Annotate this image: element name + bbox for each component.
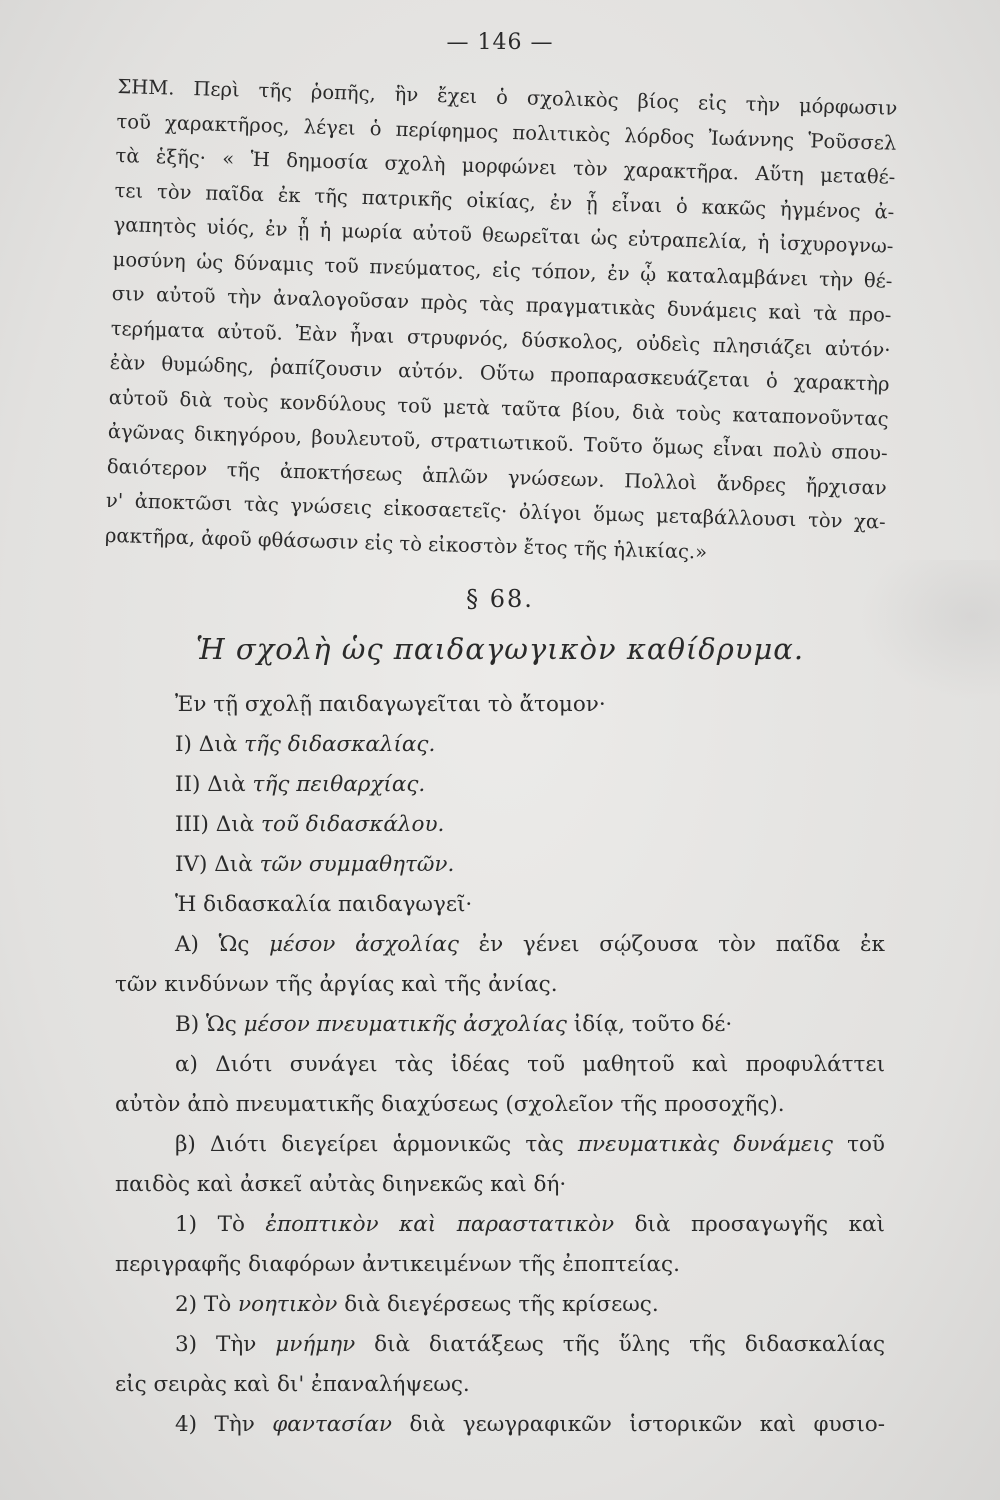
- means-item: [115, 805, 885, 845]
- intro-line: Ἐν τῇ σχολῇ παιδαγωγεῖται τὸ ἄτομον·: [175, 692, 606, 717]
- means-text: τοῦ διδασκάλου.: [261, 812, 445, 837]
- note-line: σιν αὐτοῦ τὴν ἀναλογοῦσαν πρὸς τὰς πραγματικὰς δυνάμεις καὶ τὰ προ-: [111, 281, 892, 327]
- item-2-line: [115, 1285, 885, 1325]
- means-number: II): [175, 772, 201, 797]
- point-b-emphasis: μέσον πνευματικῆς ἀσχολίας: [243, 1012, 567, 1037]
- means-prefix: Διὰ: [215, 812, 255, 837]
- note-line: δαιότερον τῆς ἀποκτήσεως ἁπλῶν γνώσεων. Πολλοὶ ἄνδρες ἤρχισαν: [106, 454, 887, 500]
- item-1-continuation: περιγραφῆς διαφόρων ἀντικειμένων τῆς ἐποπτείας.: [115, 1252, 680, 1277]
- sub-b-line: [115, 1125, 885, 1165]
- point-a-rest: ἐν γένει σῴζουσα τὸν παῖδα ἐκ: [478, 932, 885, 957]
- item-4-prefix: 4) Τὴν: [175, 1412, 255, 1437]
- item-1-rest: διὰ προσαγωγῆς καὶ: [634, 1212, 885, 1237]
- means-item: [115, 725, 885, 765]
- sub-b-continuation: παιδὸς καὶ ἀσκεῖ αὐτὰς διηνεκῶς καὶ δή·: [115, 1172, 567, 1197]
- item-1-prefix: 1) Τὸ: [175, 1212, 245, 1237]
- item-3-emphasis: μνήμην: [275, 1332, 356, 1357]
- point-a-line: [115, 925, 885, 965]
- note-line: γαπητὸς υἱός, ἐν ᾗ ἡ μωρία αὐτοῦ θεωρεῖται ὡς εὐτραπελία, ἡ ἰσχυρογνω-: [113, 212, 894, 258]
- means-text: τῶν συμμαθητῶν.: [259, 852, 455, 877]
- note-line: αὐτοῦ διὰ τοὺς κονδύλους τοῦ μετὰ ταῦτα βίου, διὰ τοὺς καταπονοῦντας: [108, 385, 889, 431]
- means-item: [115, 765, 885, 805]
- means-text: τῆς διδασκαλίας.: [244, 732, 436, 757]
- point-b-prefix: Β) Ὡς: [175, 1012, 237, 1037]
- note-line: τὰ ἑξῆς· « Ἡ δημοσία σχολὴ μορφώνει τὸν χαρακτῆρα. Αὕτη μεταθέ-: [115, 143, 896, 189]
- note-line: τει τὸν παῖδα ἐκ τῆς πατρικῆς οἰκίας, ἐν ᾗ εἶναι ὁ κακῶς ἠγμένος ἀ-: [114, 178, 895, 224]
- means-prefix: Διὰ: [198, 732, 238, 757]
- section-title: Ἡ σχολὴ ὡς παιδαγωγικὸν καθίδρυμα.: [195, 632, 805, 666]
- note-line: ν' ἀποκτῶσι τὰς γνώσεις εἰκοσαετεῖς· ὀλίγοι ὅμως μεταβάλλουσι τὸν χα-: [105, 488, 886, 534]
- note-line: ΣΗΜ. Περὶ τῆς ῥοπῆς, ἣν ἔχει ὁ σχολικὸς βίος εἰς τὴν μόρφωσιν: [117, 74, 898, 120]
- teaching-intro: Ἡ διδασκαλία παιδαγωγεῖ·: [175, 892, 473, 917]
- note-line: μοσύνη ὡς δύναμις τοῦ πνεύματος, εἰς τόπον, ἐν ᾧ καταλαμβάνει τὴν θέ-: [112, 247, 893, 293]
- means-text: τῆς πειθαρχίας.: [252, 772, 426, 797]
- footnote-block: [105, 70, 898, 575]
- point-b-rest: ἰδίᾳ, τοῦτο δέ·: [573, 1012, 733, 1037]
- means-number: I): [175, 732, 192, 757]
- section-number: § 68.: [466, 585, 534, 613]
- means-prefix: Διὰ: [207, 772, 246, 797]
- section-body: [115, 685, 885, 1445]
- item-4-rest: διὰ γεωγραφικῶν ἱστορικῶν καὶ φυσιο-: [409, 1412, 885, 1437]
- sub-a-continuation: αὐτὸν ἀπὸ πνευματικῆς διαχύσεως (σχολεῖον τῆς προσοχῆς).: [115, 1092, 785, 1117]
- point-b-line: [115, 1005, 885, 1045]
- paper-stain: [860, 560, 1000, 700]
- note-line: ρακτῆρα, ἀφοῦ φθάσωσιν εἰς τὸ εἰκοστὸν ἔτος τῆς ἡλικίας.»: [104, 523, 708, 564]
- means-number: III): [175, 812, 209, 837]
- item-3-continuation: εἰς σειρὰς καὶ δι' ἐπαναλήψεως.: [115, 1372, 470, 1397]
- item-3-prefix: 3) Τὴν: [175, 1332, 257, 1357]
- item-2-emphasis: νοητικὸν: [238, 1292, 338, 1317]
- point-a-continuation: τῶν κινδύνων τῆς ἀργίας καὶ τῆς ἀνίας.: [115, 972, 558, 997]
- sub-b-rest: τοῦ: [847, 1132, 885, 1157]
- item-4-line: [115, 1405, 885, 1445]
- means-prefix: Διὰ: [214, 852, 253, 877]
- item-3-rest: διὰ διατάξεως τῆς ὕλης τῆς διδασκαλίας: [374, 1332, 886, 1357]
- item-4-emphasis: φαντασίαν: [272, 1412, 392, 1437]
- item-3-line: [115, 1325, 885, 1365]
- note-line: τοῦ χαρακτῆρος, λέγει ὁ περίφημος πολιτικὸς λόρδος Ἰωάννης Ῥοῦσσελ: [116, 109, 897, 155]
- item-2-rest: διὰ διεγέρσεως τῆς κρίσεως.: [344, 1292, 659, 1317]
- means-number: IV): [175, 852, 208, 877]
- point-a-prefix: Α) Ὡς: [175, 932, 250, 957]
- page-number: — 146 —: [446, 30, 554, 55]
- note-line: ἀγῶνας δικηγόρου, βουλευτοῦ, στρατιωτικοῦ. Τοῦτο ὅμως εἶναι πολὺ σπου-: [107, 419, 888, 465]
- note-line: ἐὰν θυμώδης, ῥαπίζουσιν αὐτόν. Οὕτω προπαρασκευάζεται ὁ χαρακτὴρ: [109, 350, 890, 396]
- sub-b-emphasis: πνευματικὰς δυνάμεις: [577, 1132, 833, 1157]
- point-a-emphasis: μέσον ἀσχολίας: [269, 932, 459, 957]
- sub-a-line: α) Διότι συνάγει τὰς ἰδέας τοῦ μαθητοῦ καὶ προφυλάττει: [175, 1052, 885, 1077]
- item-2-prefix: 2) Τὸ: [175, 1292, 232, 1317]
- means-item: [115, 845, 885, 885]
- sub-b-prefix: β) Διότι διεγείρει ἁρμονικῶς τὰς: [175, 1132, 564, 1157]
- item-1-line: [115, 1205, 885, 1245]
- item-1-emphasis: ἐποπτικὸν καὶ παραστατικὸν: [265, 1212, 615, 1237]
- note-line: τερήματα αὐτοῦ. Ἐὰν ἦναι στρυφνός, δύσκολος, οὐδεὶς πλησιάζει αὐτόν·: [110, 316, 891, 362]
